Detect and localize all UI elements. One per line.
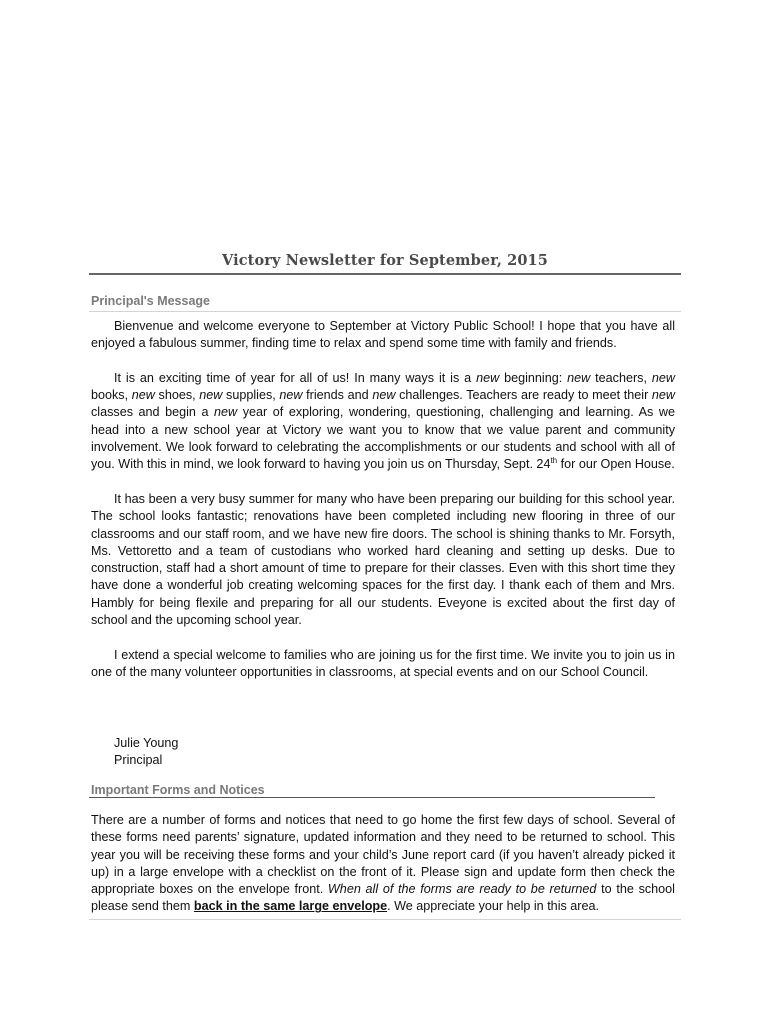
principal-paragraph-2: It is an exciting time of year for all of us! In many ways it is a new beginning: new teachers, new books, new shoes, new supplies, new friends and new challenges. Teachers are ready to meet their new classes and begin a new year of exploring, wondering, questioning, challenging and learning. As we head into a new school year at Victory we want you to know that we value parent and community involvement. We look forward to celebrating the accomplishments or our students and school with all of you. With this in mind, we look forward to having you join us on Thursday, Sept. 24th for our Open House.	[91, 370, 676, 472]
principal-message-heading: Principal's Message	[91, 294, 211, 308]
page-title: Victory Newsletter for September, 2015	[222, 252, 548, 269]
principal-heading-divider	[89, 311, 681, 312]
bottom-divider	[89, 919, 681, 920]
principal-paragraph-3: It has been a very busy summer for many who have been preparing our building for this school year. The school looks fantastic; renovations have been completed including new flooring in three of our classrooms and our staff room, and we have new fire doors. The school is shining thanks to Mr. Forsyth, Ms. Vettoretto and a team of custodians who worked hard cleaning and setting up desks. Due to construction, staff had a short amount of time to prepare for their classes. Even with this short time they have done a wonderful job creating welcoming spaces for the first day. I thank each of them and Mrs. Hambly for being flexile and preparing for all our students. Eveyone is excited about the first day of school and the upcoming school year.	[91, 491, 675, 628]
principal-message-body	[91, 318, 675, 699]
forms-heading-divider	[89, 797, 655, 798]
forms-paragraph: There are a number of forms and notices that need to go home the first few days of school. Several of these forms need parents’ signature, updated information and they need to be returned to school. This year you will be receiving these forms and your child’s June report card (if you haven’t already picked it up) in a large envelope with a checklist on the front of it. Please sign and update form then check the appropriate boxes on the envelope front. When all of the forms are ready to be returned to the school please send them back in the same large envelope. We appreciate your help in this area.	[91, 813, 675, 914]
title-block	[89, 252, 681, 275]
forms-notices-body	[91, 812, 675, 916]
signature-name: Julie Young	[114, 736, 179, 750]
forms-notices-heading: Important Forms and Notices	[91, 783, 265, 797]
principal-paragraph-4: I extend a special welcome to families who are joining us for the first time. We invite you to join us in one of the many volunteer opportunities in classrooms, at special events and on our School Council.	[91, 647, 675, 679]
principal-paragraph-1: Bienvenue and welcome everyone to September at Victory Public School! I hope that you have all enjoyed a fabulous summer, finding time to relax and spend some time with family and friends.	[91, 319, 675, 351]
title-underline	[89, 273, 681, 275]
signature-title: Principal	[114, 753, 163, 767]
